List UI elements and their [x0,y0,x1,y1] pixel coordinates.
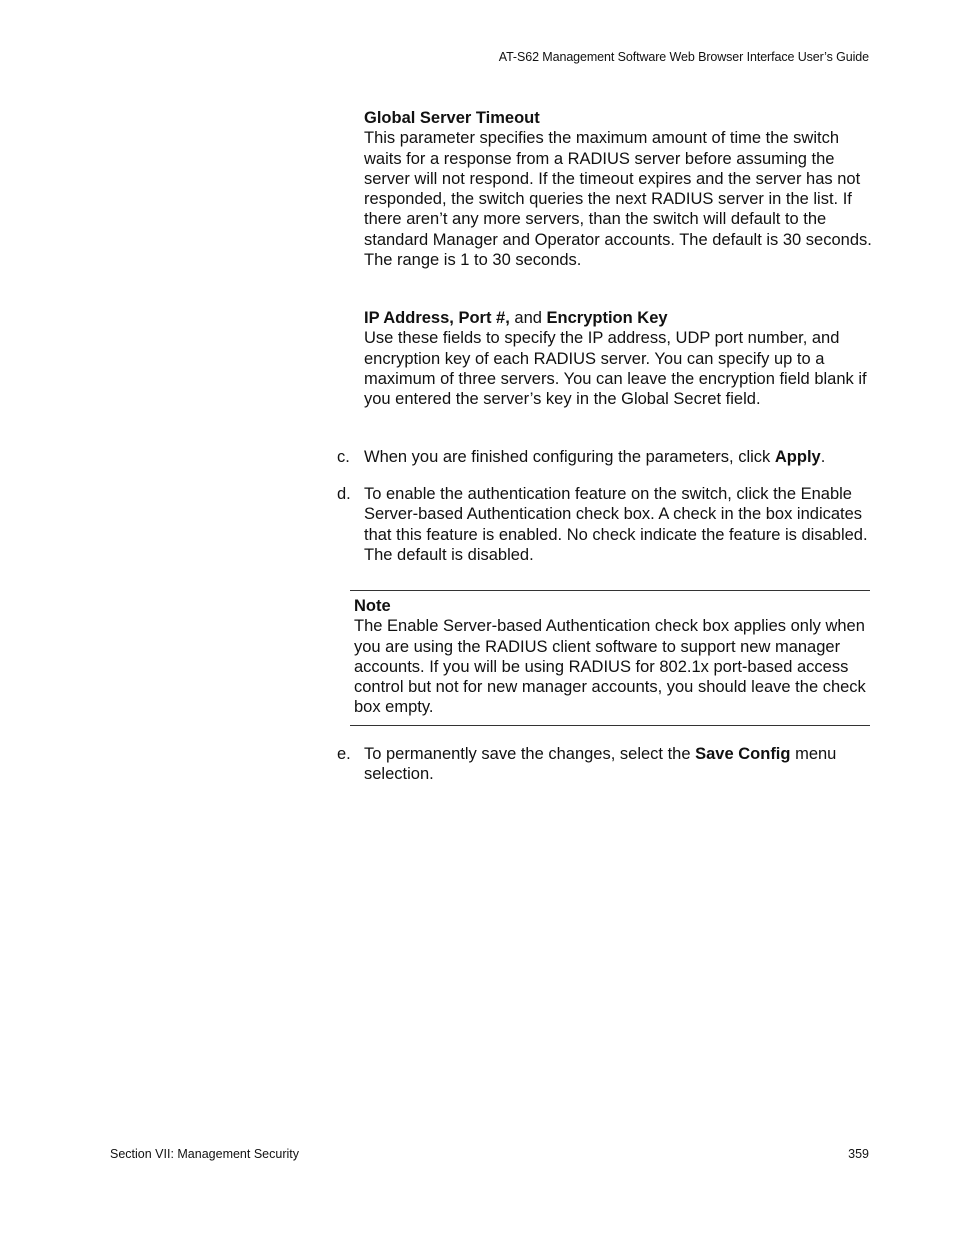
note-body: The Enable Server-based Authentication check box applies only when you are using the RADIUS client software to support new manager accounts. If you will be using RADIUS for 802.1x port-based access control but not for new manager accounts, you should leave the check box empty. [354,617,866,717]
ip-fields-section [364,308,874,409]
footer-section: Section VII: Management Security [110,1147,299,1161]
step-c-letter: c. [337,448,350,466]
step-d-letter: d. [337,485,351,503]
step-e [337,744,877,785]
running-header: AT-S62 Management Software Web Browser Interface User’s Guide [498,50,869,64]
ip-fields-title [364,308,874,328]
step-e-text-after: menu selection. [364,745,837,784]
step-e-save-config: Save Config [695,745,791,763]
step-c-text-after: . [820,448,826,466]
ip-fields-title-part1: IP Address, Port #, [364,309,510,327]
step-e-text [364,744,877,785]
ip-fields-title-and: and [509,309,547,327]
step-d-text: To enable the authentication feature on the switch, click the Enable Server-based Authentication check box. A check in the box indicates that this feature is enabled. No check indicate the feature is disabled. The default is disabled. [364,485,868,564]
global-server-timeout-title: Global Server Timeout [364,109,540,127]
step-e-letter: e. [337,745,351,763]
footer-page-number: 359 [848,1147,869,1161]
global-server-timeout-body: This parameter specifies the maximum amount of time the switch waits for a response from a RADIUS server before assuming the server will not respond. If the timeout expires and the server has not responded, the switch queries the next RADIUS server in the list. If there aren’t any more servers, than the switch will default to the standard Manager and Operator accounts. The default is 30 seconds. The range is 1 to 30 seconds. [364,129,872,270]
note-title: Note [354,597,391,615]
step-c-text [364,447,877,467]
step-c-apply: Apply [774,448,821,466]
step-c [337,447,877,467]
ip-fields-title-part2: Encryption Key [546,309,668,327]
step-d [337,484,877,565]
step-c-text-before: When you are finished configuring the parameters, click [364,448,775,466]
step-e-text-before: To permanently save the changes, select the [364,745,696,763]
global-server-timeout-section [364,108,874,270]
ip-fields-body: Use these fields to specify the IP address, UDP port number, and encryption key of each RADIUS server. You can specify up to a maximum of three servers. You can leave the encryption field blank if you entered the server’s key in the Global Secret field. [364,329,867,409]
note-box [350,590,870,726]
